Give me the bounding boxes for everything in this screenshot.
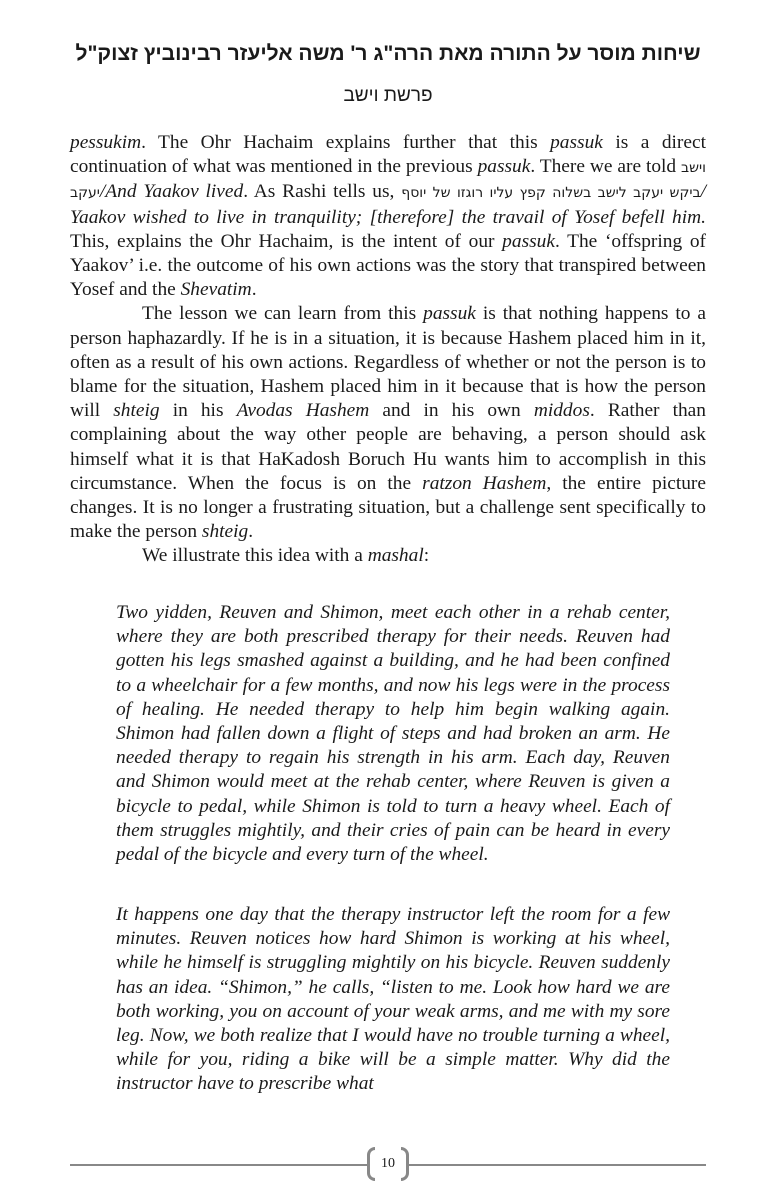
right-bracket-icon — [401, 1147, 409, 1181]
term: mashal — [367, 545, 424, 567]
term: middos — [533, 400, 590, 422]
term: pessukim — [70, 132, 142, 153]
term: shteig — [201, 521, 249, 543]
term: Shevatim — [180, 279, 252, 301]
term: passuk — [477, 156, 531, 178]
paragraph-3: We illustrate this idea with a mashal: — [142, 545, 430, 567]
mashal-block-1 — [116, 601, 670, 867]
paragraph-2: The lesson we can learn from this passuk is that nothing happens to a person haphazardly. If he is in a situation, it is because Hashem placed him in it, often as a result of his own actions. Regardless of whether or not the person is to blame for the situation, Hashem placed him in it because that is how the person will shteig in his Avodas Hashem and in his own middos. Rather than complaining about the way other people are behaving, a person should ask himself what it is that HaKadosh Boruch Hu wants him to accomplish in this circumstance. When the focus is on the ratzon Hashem, the entire picture changes. It is no longer a frustrating situation, but a challenge sent specifically to make the person shteig. — [70, 303, 706, 543]
translation: /And Yaakov lived — [99, 181, 244, 203]
running-header-parsha: פרשת וישב — [343, 85, 433, 106]
running-header-title: שיחות מוסר על התורה מאת הרה"ג ר' משה אליעזר רבינוביץ זצוק"ל — [75, 42, 701, 65]
term: Avodas Hashem — [236, 400, 370, 422]
hebrew-quote: וישב יעקב — [70, 160, 706, 202]
mashal-paragraph-2: It happens one day that the therapy instructor left the room for a few minutes. Reuven notices how hard Shimon is working at his wheel, while he himself is struggling mightily on his bicycle. Reuven suddenly has an idea. “Shimon,” he calls, “listen to me. Look how hard we are both working, you on account of your weak arms, and me with my sore leg. Now, we both realize that I would have no trouble turning a wheel, while for you, riding a bike will be a simple matter. Why did the instructor have to prescribe what — [116, 904, 670, 1095]
footer-rule-left — [70, 1164, 367, 1166]
term: passuk — [423, 303, 476, 325]
mashal-paragraph-1: Two yidden, Reuven and Shimon, meet each other in a rehab center, where they are both prescribed therapy for their needs. Reuven had gotten his legs smashed against a building, and he had been confined to a wheelchair for a few months, and now his legs were in the process of healing. He needed therapy to help him begin walking again. Shimon had fallen down a flight of steps and had broken an arm. He needed therapy to regain his strength in his arm. Each day, Reuven and Shimon would meet at the rehab center, where Reuven is given a bicycle to pedal, while Shimon is told to turn a heavy wheel. Each of them struggles mightily, and their cries of pain can be heard in every pedal of the bicycle and every turn of the wheel. — [116, 602, 670, 866]
footer-rule-right — [409, 1164, 706, 1166]
page-number-frame — [367, 1145, 409, 1185]
term: passuk — [502, 230, 555, 252]
term: ratzon Hashem — [422, 472, 547, 494]
hebrew-quote: ביקש יעקב לישב בשלוה קפץ עליו רוגזו של יוסף — [401, 185, 701, 202]
body-text — [70, 131, 706, 569]
mashal-block-2 — [116, 903, 670, 1097]
page-footer — [70, 1145, 706, 1185]
translation: / Yaakov wished to live in tranquility; [therefore] the travail of Yosef befell him. — [70, 181, 706, 228]
paragraph-1: pessukim. The Ohr Hachaim explains further that this passuk is a direct continuation of what was mentioned in the previous passuk. There we are told וישב יעקב/And Yaakov lived. As Rashi tells us, ביקש יעקב לישב בשלוה קפץ עליו רוגזו של יוסף/ Yaakov wished to live in tranquility; [therefore] the travail of Yosef befell him. This, explains the Ohr Hachaim, is the intent of our passuk. The ‘offspring of Yaakov’ i.e. the outcome of his own actions was the story that transpired between Yosef and the Shevatim. — [70, 132, 706, 301]
term: shteig — [113, 400, 160, 422]
page-number: 10 — [381, 1156, 395, 1171]
term: passuk — [550, 132, 603, 153]
